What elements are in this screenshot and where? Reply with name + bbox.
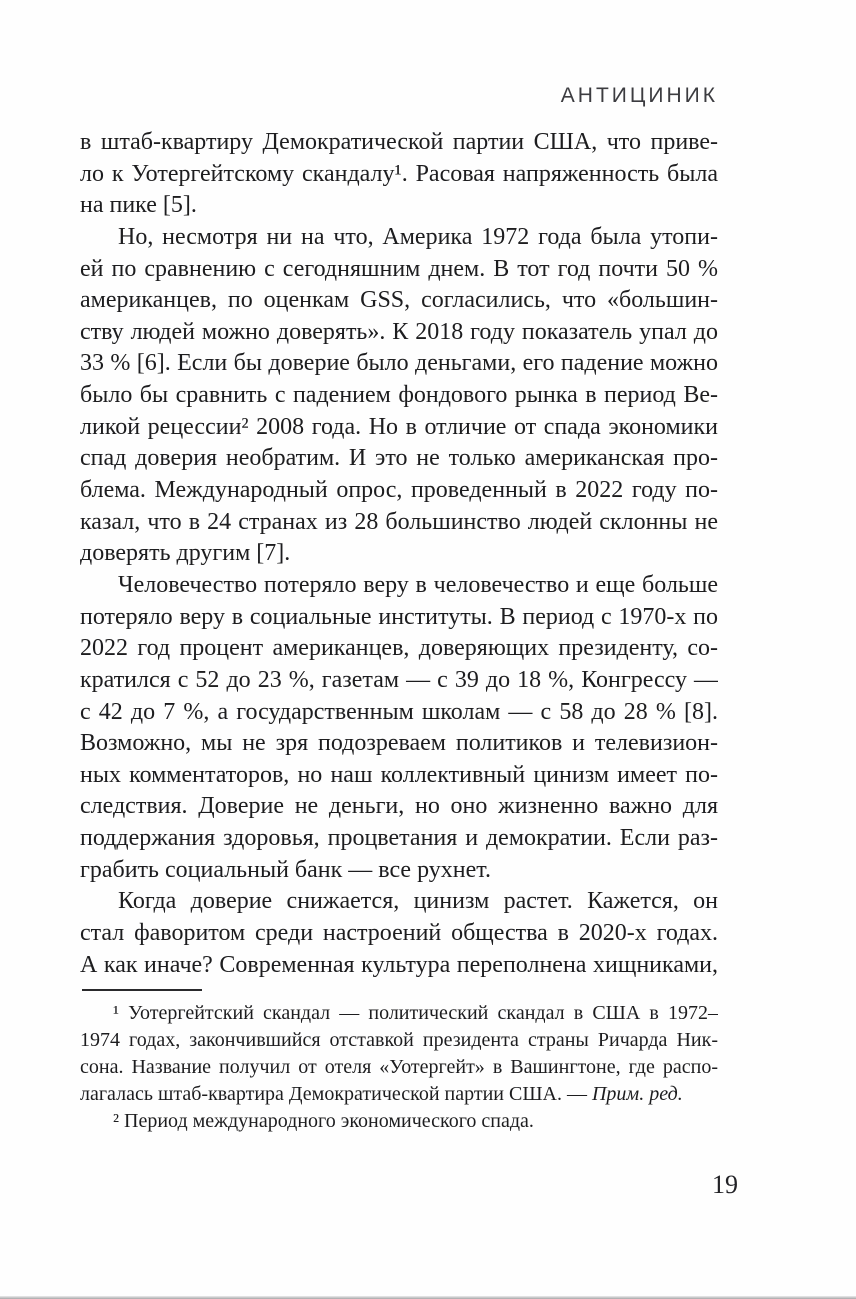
body-line [80, 665, 718, 697]
footnote-line [80, 1000, 718, 1027]
body-line [80, 728, 718, 760]
text-segment: А как иначе? Современная культура переполнена хищниками, [80, 951, 718, 978]
body-line [80, 855, 718, 887]
body-line [80, 412, 718, 444]
text-segment: Когда доверие снижается, цинизм растет. Кажется, он [118, 888, 718, 915]
text-segment: Человечество потеряло веру в человечество и еще больше [118, 571, 718, 598]
footnotes [80, 1000, 718, 1135]
body-line [80, 950, 718, 982]
body-line [80, 380, 718, 412]
body-line [80, 538, 718, 570]
body-line [80, 570, 718, 602]
text-segment: было бы сравнить с падением фондового рынка в период Ве- [80, 382, 718, 409]
text-segment: поддержания здоровья, процветания и демократии. Если раз- [80, 825, 718, 852]
text-segment: ло к Уотергейтскому скандалу¹. Расовая напряженность была [80, 160, 718, 187]
text-segment: ¹ Уотергейтский скандал — политический скандал в США в 1972– [113, 1002, 718, 1024]
body-line [80, 317, 718, 349]
text-segment: ² Период международного экономического спада. [113, 1110, 534, 1132]
text-segment: с 42 до 7 %, а государственным школам — с 58 до 28 % [8]. [80, 698, 718, 725]
text-segment: 2022 год процент американцев, доверяющих президенту, со- [80, 635, 718, 662]
body-line [80, 159, 718, 191]
text-segment: ей по сравнению с сегодняшним днем. В тот год почти 50 % [80, 255, 718, 282]
text-segment: блема. Международный опрос, проведенный в 2022 году по- [80, 477, 718, 504]
body-line [80, 443, 718, 475]
body-line [80, 127, 718, 159]
footnote-separator [82, 989, 202, 991]
body-line [80, 760, 718, 792]
body-line [80, 697, 718, 729]
text-segment: ликой рецессии² 2008 года. Но в отличие от спада экономики [80, 413, 718, 440]
italic-text-segment: Прим. ред. [591, 1083, 683, 1105]
text-segment: лагалась штаб-квартира Демократической партии США. — [80, 1083, 592, 1105]
body-line [80, 285, 718, 317]
text-segment: сона. Название получил от отеля «Уотергейт» в Вашингтоне, где распо- [80, 1056, 718, 1078]
text-segment: грабить социальный банк — все рухнет. [80, 856, 491, 883]
text-segment: Но, несмотря ни на что, Америка 1972 года была утопи- [118, 223, 718, 250]
text-segment: ных комментаторов, но наш коллективный цинизм имеет по- [80, 761, 718, 788]
text-segment: на пике [5]. [80, 192, 197, 219]
body-line [80, 823, 718, 855]
text-segment: 33 % [6]. Если бы доверие было деньгами, его падение можно [80, 350, 718, 377]
body-line [80, 602, 718, 634]
footnote-line [80, 1027, 718, 1054]
body-line [80, 348, 718, 380]
footnote-line [80, 1054, 718, 1081]
text-segment: Возможно, мы не зря подозреваем политиков и телевизион- [80, 730, 718, 757]
text-segment: ству людей можно доверять». К 2018 году показатель упал до [80, 318, 718, 345]
body-line [80, 918, 718, 950]
page-number: 19 [712, 1170, 738, 1199]
text-segment: потеряло веру в социальные институты. В период с 1970-х по [80, 603, 718, 630]
running-head: АНТИЦИНИК [560, 84, 718, 107]
text-segment: стал фаворитом среди настроений общества в 2020-х годах. [80, 920, 718, 947]
text-segment: кратился с 52 до 23 %, газетам — с 39 до 18 %, Конгрессу — [80, 666, 718, 693]
body-text [80, 127, 718, 981]
body-line [80, 254, 718, 286]
body-line [80, 190, 718, 222]
body-line [80, 791, 718, 823]
text-segment: в штаб-квартиру Демократической партии США, что приве- [80, 129, 718, 155]
body-line [80, 222, 718, 254]
body-line [80, 475, 718, 507]
text-segment: 1974 годах, закончившийся отставкой президента страны Ричарда Ник- [80, 1029, 718, 1051]
text-segment: следствия. Доверие не деньги, но оно жизненно важно для [80, 793, 718, 820]
body-line [80, 507, 718, 539]
body-line [80, 886, 718, 918]
text-segment: доверять другим [7]. [80, 540, 291, 567]
footnote-line [80, 1108, 718, 1135]
text-segment: спад доверия необратим. И это не только американская про- [80, 445, 718, 472]
text-segment: американцев, по оценкам GSS, согласились, что «большин- [80, 287, 718, 314]
text-segment: казал, что в 24 странах из 28 большинство людей склонны не [80, 508, 718, 535]
footnote-line [80, 1081, 718, 1108]
body-line [80, 633, 718, 665]
